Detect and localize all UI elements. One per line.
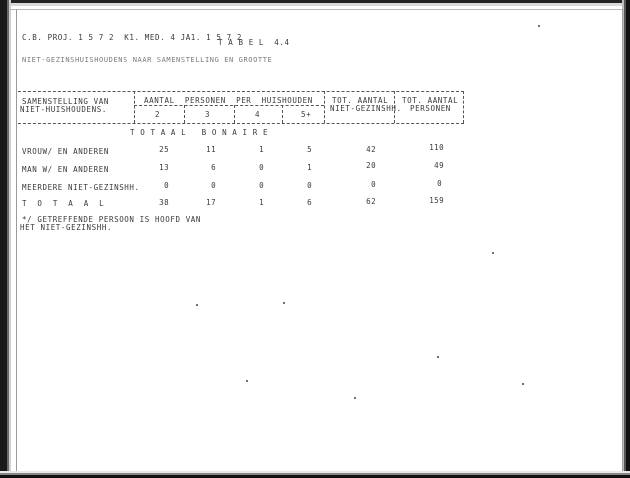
scan-speck (492, 252, 494, 254)
cell: 0 (371, 180, 376, 189)
cell: 0 (307, 181, 312, 190)
size-col-5plus: 5+ (301, 110, 312, 119)
size-col-2: 2 (155, 110, 161, 119)
total-persons-header-2: PERSONEN (410, 104, 451, 113)
row-label: VROUW/ EN ANDEREN (22, 147, 109, 156)
row-label: MAN W/ EN ANDEREN (22, 165, 109, 174)
page-edge-left (0, 0, 11, 478)
scan-speck (283, 302, 285, 304)
page-border-left (16, 9, 17, 471)
cell: 6 (211, 163, 216, 172)
page-edge-top (0, 0, 630, 12)
cell: 42 (366, 145, 376, 154)
col-divider-5 (324, 91, 325, 123)
cell: 62 (366, 197, 376, 206)
page-edge-bottom (0, 471, 630, 478)
scan-speck (246, 380, 248, 382)
total-households-header-1: TOT. AANTAL (332, 96, 389, 105)
cell: 0 (437, 179, 442, 188)
cell: 17 (206, 198, 216, 207)
total-households-header-2: NIET-GEZINSHH. (330, 104, 402, 113)
scan-speck (437, 356, 439, 358)
col-divider-4 (282, 105, 283, 123)
cell: 0 (211, 181, 216, 190)
row-label: T O T A A L (22, 199, 107, 208)
cell: 6 (307, 198, 312, 207)
footnote-line-1: */ GETREFFENDE PERSOON IS HOOFD VAN (22, 215, 202, 224)
cell: 38 (159, 198, 169, 207)
page-border-top (10, 9, 622, 10)
cell: 49 (434, 161, 444, 170)
size-col-3: 3 (205, 110, 211, 119)
page-edge-right (622, 0, 630, 478)
page-border-right (622, 9, 623, 471)
col-divider-3 (234, 105, 235, 123)
col-divider-2 (184, 105, 185, 123)
total-persons-header-1: TOT. AANTAL (402, 96, 459, 105)
size-group-header: AANTAL PERSONEN PER HUISHOUDEN (144, 96, 313, 105)
cell: 11 (206, 145, 216, 154)
table-subtitle: NIET-GEZINSHUISHOUDENS NAAR SAMENSTELLING EN GROOTTE (22, 56, 273, 64)
table-label: T A B E L 4.4 (218, 38, 290, 47)
cell: 1 (307, 163, 312, 172)
size-col-4: 4 (255, 110, 261, 119)
source-line: C.B. PROJ. 1 5 7 2 K1. MED. 4 JA1. 1 5 7 2 (22, 33, 242, 42)
cell: 110 (429, 143, 444, 152)
cell: 0 (259, 163, 264, 172)
cell: 5 (307, 145, 312, 154)
scan-speck (522, 383, 524, 385)
row-header-line-1: SAMENSTELLING VAN (22, 97, 109, 106)
cell: 13 (159, 163, 169, 172)
table-top-rule (18, 91, 464, 92)
table-header-bottom-rule (18, 123, 464, 124)
scan-speck (354, 397, 356, 399)
row-label: MEERDERE NIET-GEZINSHH. (22, 183, 140, 192)
scan-speck (538, 25, 540, 27)
scan-speck (196, 304, 198, 306)
cell: 0 (259, 181, 264, 190)
col-divider-1 (134, 91, 135, 123)
cell: 1 (259, 198, 264, 207)
cell: 25 (159, 145, 169, 154)
col-divider-7 (463, 91, 464, 123)
cell: 20 (366, 161, 376, 170)
cell: 1 (259, 145, 264, 154)
cell: 0 (164, 181, 169, 190)
footnote-line-2: HET NIET-GEZINSHH. (20, 223, 113, 232)
cell: 159 (429, 196, 444, 205)
row-header-line-2: NIET-HUISHOUDENS. (20, 105, 107, 114)
size-group-rule (134, 105, 324, 106)
section-label: T O T A A L B O N A I R E (130, 128, 269, 137)
